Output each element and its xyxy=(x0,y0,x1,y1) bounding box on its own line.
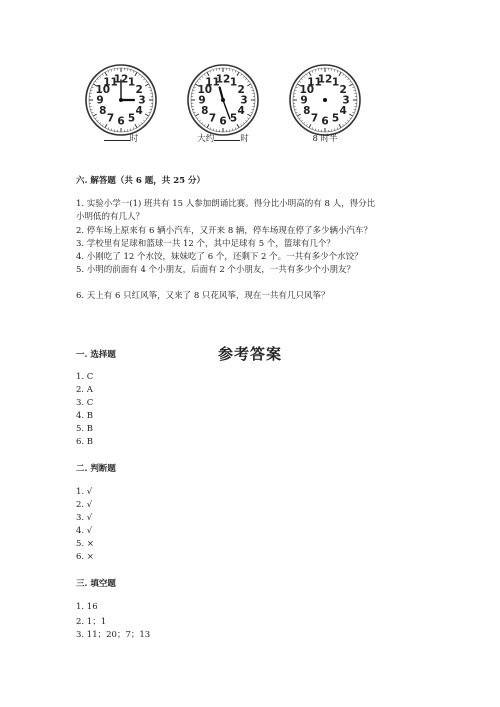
clock-tick xyxy=(145,114,148,116)
clock-number: 5 xyxy=(331,112,340,125)
clock-tick xyxy=(204,124,205,126)
answer-item: 1. 16 xyxy=(76,602,98,612)
clock-tick xyxy=(202,76,203,77)
clock-tick xyxy=(334,70,335,72)
clock-caption-3 xyxy=(280,132,370,144)
clock-tick xyxy=(296,87,298,88)
clock-caption-prefix: 大约 xyxy=(197,134,215,144)
clock-number: 2 xyxy=(237,84,245,96)
clock-1 xyxy=(83,62,159,138)
clock-tick xyxy=(250,112,252,113)
clock-tick xyxy=(111,129,112,131)
clock-tick xyxy=(304,122,305,123)
clock-tick xyxy=(312,127,313,129)
clock-tick xyxy=(247,118,249,119)
clock-tick xyxy=(345,76,346,77)
answer-item: 1. C xyxy=(76,372,94,382)
section-title-fill: 三. 填空题 xyxy=(76,579,116,589)
clock-tick xyxy=(304,76,305,77)
clock-number: 9 xyxy=(300,94,308,107)
clock-tick xyxy=(337,71,338,73)
clock-number: 4 xyxy=(339,105,347,117)
clock-tick xyxy=(143,120,144,121)
clock-caption-2 xyxy=(178,132,268,144)
clock-tick xyxy=(352,87,354,88)
clock-number: 1 xyxy=(331,76,340,89)
clock-number: 6 xyxy=(219,115,227,128)
clock-tick xyxy=(139,74,140,76)
question-line: 4. 小刚吃了 12 个水饺，妹妹吃了 6 个，还剩下 2 个。一共有多少个水饺？ xyxy=(76,252,363,262)
clock-tick xyxy=(315,129,316,131)
clock-number: 3 xyxy=(240,94,248,107)
answer-item: 3. 11；20；7；13 xyxy=(76,630,151,640)
clock-number: 9 xyxy=(96,94,104,107)
clock-tick xyxy=(91,109,93,110)
clock-face-1 xyxy=(83,62,159,138)
clock-tick xyxy=(299,81,301,82)
section-title-judge: 二. 判断题 xyxy=(76,464,116,474)
answer-item: 3. √ xyxy=(76,513,93,523)
clock-number: 7 xyxy=(208,112,217,125)
clock-number: 5 xyxy=(229,112,238,125)
clock-number: 6 xyxy=(321,115,329,128)
clock-tick xyxy=(199,79,200,80)
answer-blank[interactable] xyxy=(214,132,240,141)
clock-tick xyxy=(111,70,112,72)
clock-number: 11 xyxy=(205,76,220,89)
clock-tick xyxy=(130,70,131,72)
clock-tick xyxy=(232,129,233,131)
answer-item: 1. √ xyxy=(76,487,93,497)
answer-item: 6. B xyxy=(76,437,94,447)
clock-tick xyxy=(105,124,107,127)
clock-tick xyxy=(141,76,142,77)
clock-tick xyxy=(139,124,140,126)
clock-tick xyxy=(301,120,302,121)
clock-number: 1 xyxy=(229,76,238,89)
clock-tick xyxy=(247,81,249,82)
clock-tick xyxy=(339,124,341,127)
clock-tick xyxy=(309,72,311,75)
clock-tick xyxy=(150,109,152,110)
clock-tick xyxy=(195,114,198,116)
clock-tick xyxy=(347,79,348,80)
answer-item: 2. A xyxy=(76,385,93,395)
clock-tick xyxy=(93,114,96,116)
question-line: 小明低的有几人？ xyxy=(76,212,145,222)
clock-tick xyxy=(243,122,244,123)
clock-tick xyxy=(92,112,94,113)
clock-tick xyxy=(91,90,93,91)
clock-tick xyxy=(197,118,199,119)
clock-center xyxy=(119,98,123,102)
section-title-answer-questions: 六. 解答题（共 6 题，共 25 分） xyxy=(76,176,205,186)
clock-tick xyxy=(141,122,142,123)
clock-center xyxy=(221,98,225,102)
clock-number: 3 xyxy=(342,94,350,107)
answer-item: 2. √ xyxy=(76,500,93,510)
clock-number: 7 xyxy=(310,112,319,125)
clock-tick xyxy=(213,70,214,72)
question-line: 3. 学校里有足球和篮球一共 12 个，其中足球有 5 个，篮球有几个？ xyxy=(76,239,335,249)
clock-number: 2 xyxy=(135,84,143,96)
clock-tick xyxy=(92,87,94,88)
clock-tick xyxy=(349,114,352,116)
clock-tick xyxy=(207,124,209,127)
clock-tick xyxy=(352,112,354,113)
clock-tick xyxy=(241,124,242,126)
clock-caption-suffix: 时 xyxy=(240,134,249,144)
clock-tick xyxy=(145,84,148,86)
clock-2 xyxy=(185,62,261,138)
answer-item: 5. × xyxy=(76,539,94,549)
clock-tick xyxy=(237,124,239,127)
clock-tick xyxy=(349,118,351,119)
clock-tick xyxy=(193,90,195,91)
answer-item: 4. √ xyxy=(76,526,93,536)
clock-tick xyxy=(100,122,101,123)
clock-tick xyxy=(210,71,211,73)
clock-center xyxy=(323,98,327,102)
clock-tick xyxy=(345,122,346,123)
clock-number: 11 xyxy=(103,76,118,89)
clock-tick xyxy=(235,71,236,73)
clock-tick xyxy=(312,71,313,73)
clock-tick xyxy=(213,129,214,131)
clock-tick xyxy=(148,112,150,113)
clock-tick xyxy=(130,129,131,131)
answer-item: 4. B xyxy=(76,411,94,421)
clock-number: 2 xyxy=(339,84,347,96)
clock-tick xyxy=(148,87,150,88)
clock-tick xyxy=(105,72,107,75)
clock-3 xyxy=(287,62,363,138)
clock-caption-suffix: 时 xyxy=(129,134,139,144)
clock-tick xyxy=(102,124,103,126)
clock-face-3 xyxy=(287,62,363,138)
clock-tick xyxy=(245,120,246,121)
clock-tick xyxy=(143,79,144,80)
clock-tick xyxy=(252,90,254,91)
clock-face-2 xyxy=(185,62,261,138)
clock-tick xyxy=(202,122,203,123)
clock-tick xyxy=(315,70,316,72)
answer-blank[interactable] xyxy=(104,132,130,141)
clock-tick xyxy=(135,124,137,127)
clock-tick xyxy=(247,114,250,116)
question-line: 6. 天上有 6 只红风筝，又来了 8 只花风筝，现在一共有几只风筝？ xyxy=(76,291,330,301)
answer-item: 2. 1；1 xyxy=(76,617,107,627)
clock-tick xyxy=(347,120,348,121)
clock-tick xyxy=(235,127,236,129)
clock-tick xyxy=(349,84,352,86)
clock-number: 12 xyxy=(317,73,333,86)
clock-tick xyxy=(108,71,109,73)
answer-item: 5. B xyxy=(76,424,94,434)
clock-tick xyxy=(295,90,297,91)
clock-number: 12 xyxy=(113,73,129,86)
clock-tick xyxy=(95,81,97,82)
clock-number: 8 xyxy=(201,105,209,117)
clock-number: 4 xyxy=(135,105,143,117)
clock-number: 1 xyxy=(127,76,136,89)
clock-tick xyxy=(150,90,152,91)
clock-tick xyxy=(193,109,195,110)
clock-tick xyxy=(135,72,137,75)
clock-number: 9 xyxy=(198,94,206,107)
clock-number: 8 xyxy=(99,105,107,117)
clock-tick xyxy=(354,109,356,110)
clock-number: 7 xyxy=(106,112,115,125)
section-title-choice: 一. 选择题 xyxy=(76,350,116,360)
clock-tick xyxy=(133,127,134,129)
clock-tick xyxy=(243,76,244,77)
clock-tick xyxy=(145,118,147,119)
clock-number: 5 xyxy=(127,112,136,125)
clock-tick xyxy=(95,118,97,119)
clock-tick xyxy=(337,127,338,129)
clock-tick xyxy=(194,112,196,113)
question-line: 2. 停车场上原来有 6 辆小汽车，又开来 8 辆，停车场现在停了多少辆小汽车？ xyxy=(76,226,372,236)
clock-tick xyxy=(297,114,300,116)
question-line: 5. 小明的前面有 4 个小朋友，后面有 2 个小朋友，一共有多少个小朋友？ xyxy=(76,265,355,275)
clock-tick xyxy=(97,79,98,80)
clock-tick xyxy=(296,112,298,113)
answer-key-heading: 参考答案 xyxy=(217,345,282,363)
clock-number: 10 xyxy=(197,84,213,96)
clock-tick xyxy=(133,71,134,73)
question-line: 1. 实验小学一(1) 班共有 15 人参加朗诵比赛。得分比小明高的有 8 人，得分比 xyxy=(76,199,376,209)
clock-tick xyxy=(250,87,252,88)
clock-caption-1 xyxy=(76,132,166,144)
clock-tick xyxy=(301,79,302,80)
clock-number: 6 xyxy=(117,115,125,128)
clock-number: 11 xyxy=(307,76,322,89)
clock-number: 10 xyxy=(299,84,315,96)
clock-tick xyxy=(309,124,311,127)
clock-tick xyxy=(100,76,101,77)
clock-number: 4 xyxy=(237,105,245,117)
clock-tick xyxy=(299,118,301,119)
clock-tick xyxy=(108,127,109,129)
clock-tick xyxy=(197,81,199,82)
clock-tick xyxy=(354,90,356,91)
clock-tick xyxy=(295,109,297,110)
clock-tick xyxy=(210,127,211,129)
clock-tick xyxy=(199,120,200,121)
clock-tick xyxy=(245,79,246,80)
clock-tick xyxy=(241,74,242,76)
clock-tick xyxy=(237,72,239,75)
clock-caption-suffix: 8 时半 xyxy=(312,134,338,144)
clock-tick xyxy=(349,81,351,82)
clock-tick xyxy=(252,109,254,110)
clock-number: 10 xyxy=(95,84,111,96)
answer-item: 6. × xyxy=(76,552,94,562)
clock-tick xyxy=(306,124,307,126)
clock-number: 12 xyxy=(215,73,231,86)
clock-tick xyxy=(334,129,335,131)
clock-tick xyxy=(145,81,147,82)
clock-number: 3 xyxy=(138,94,146,107)
clock-tick xyxy=(194,87,196,88)
clock-number: 8 xyxy=(303,105,311,117)
clock-tick xyxy=(97,120,98,121)
clock-tick xyxy=(339,72,341,75)
clock-tick xyxy=(247,84,250,86)
clock-tick xyxy=(343,74,344,76)
clock-tick xyxy=(207,72,209,75)
clock-tick xyxy=(343,124,344,126)
clock-tick xyxy=(232,70,233,72)
answer-item: 3. C xyxy=(76,398,94,408)
